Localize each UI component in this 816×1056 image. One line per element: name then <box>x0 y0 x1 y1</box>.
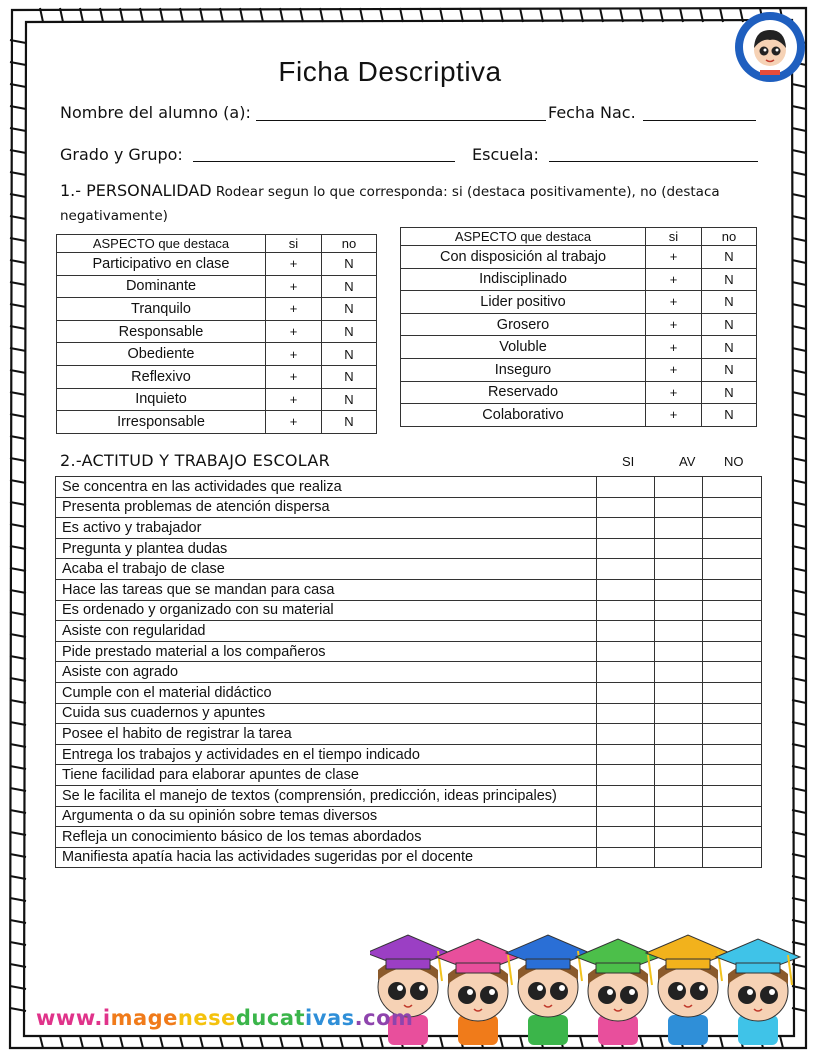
table-row <box>56 641 762 662</box>
mark-si[interactable]: + <box>646 268 702 291</box>
check-cell-no[interactable] <box>703 600 762 621</box>
graduating-kids-illustration <box>370 915 810 1045</box>
grade-group-label: Grado y Grupo: <box>60 145 183 164</box>
check-cell-no[interactable] <box>703 641 762 662</box>
attitude-item: Es activo y trabajador <box>56 518 597 539</box>
table-row <box>57 298 377 321</box>
mark-si[interactable]: + <box>266 343 322 366</box>
table-row <box>401 358 757 381</box>
check-cell-si[interactable] <box>597 600 655 621</box>
table-row <box>56 682 762 703</box>
check-cell-av[interactable] <box>655 806 703 827</box>
aspect-label: Reservado <box>401 381 646 404</box>
grade-group-line[interactable] <box>193 161 455 162</box>
mark-no[interactable]: N <box>702 268 757 291</box>
check-cell-av[interactable] <box>655 600 703 621</box>
table-row <box>56 621 762 642</box>
mark-no[interactable]: N <box>702 336 757 359</box>
aspect-label: Reflexivo <box>57 365 266 388</box>
check-cell-no[interactable] <box>703 559 762 580</box>
table-row <box>56 827 762 848</box>
column-si: SI <box>622 454 635 469</box>
attitude-item: Acaba el trabajo de clase <box>56 559 597 580</box>
table-row <box>57 253 377 276</box>
aspect-label: Inquieto <box>57 388 266 411</box>
table-row <box>56 662 762 683</box>
mark-no[interactable]: N <box>322 298 377 321</box>
mark-no[interactable]: N <box>322 388 377 411</box>
attitude-item: Se le facilita el manejo de textos (comprensión, predicción, ideas principales) <box>56 785 597 806</box>
mark-no[interactable]: N <box>322 275 377 298</box>
check-cell-si[interactable] <box>597 827 655 848</box>
mark-si[interactable]: + <box>266 411 322 434</box>
check-cell-av[interactable] <box>655 621 703 642</box>
aspect-label: Dominante <box>57 275 266 298</box>
attitude-item: Es ordenado y organizado con su material <box>56 600 597 621</box>
mark-si[interactable]: + <box>646 336 702 359</box>
mark-no[interactable]: N <box>702 313 757 336</box>
column-av: AV <box>679 454 696 469</box>
table-row <box>56 724 762 745</box>
attitude-item: Pregunta y plantea dudas <box>56 538 597 559</box>
attitude-table <box>55 476 762 868</box>
check-cell-no[interactable] <box>703 477 762 498</box>
table-row <box>56 765 762 786</box>
table-header: si <box>266 235 322 253</box>
check-cell-si[interactable] <box>597 497 655 518</box>
table-row <box>401 404 757 427</box>
table-row <box>57 411 377 434</box>
table-row <box>401 381 757 404</box>
mark-no[interactable]: N <box>702 381 757 404</box>
check-cell-av[interactable] <box>655 724 703 745</box>
check-cell-si[interactable] <box>597 579 655 600</box>
check-cell-si[interactable] <box>597 621 655 642</box>
check-cell-av[interactable] <box>655 497 703 518</box>
table-row <box>57 365 377 388</box>
check-cell-si[interactable] <box>597 538 655 559</box>
check-cell-si[interactable] <box>597 806 655 827</box>
table-row <box>56 744 762 765</box>
table-row <box>56 518 762 539</box>
table-row <box>56 703 762 724</box>
page-title: Ficha Descriptiva <box>278 56 502 87</box>
attitude-item: Tiene facilidad para elaborar apuntes de clase <box>56 765 597 786</box>
attitude-item: Se concentra en las actividades que realiza <box>56 477 597 498</box>
aspect-label: Con disposición al trabajo <box>401 246 646 269</box>
table-row <box>57 343 377 366</box>
aspect-label: Grosero <box>401 313 646 336</box>
section1-intro <box>60 179 750 228</box>
attitude-item: Manifiesta apatía hacia las actividades sugeridas por el docente <box>56 847 597 868</box>
table-row <box>401 268 757 291</box>
mark-no[interactable]: N <box>702 358 757 381</box>
check-cell-si[interactable] <box>597 744 655 765</box>
check-cell-av[interactable] <box>655 682 703 703</box>
check-cell-av[interactable] <box>655 765 703 786</box>
check-cell-av[interactable] <box>655 847 703 868</box>
aspect-label: Irresponsable <box>57 411 266 434</box>
check-cell-av[interactable] <box>655 785 703 806</box>
check-cell-no[interactable] <box>703 538 762 559</box>
student-name-label: Nombre del alumno (a): <box>60 103 251 122</box>
section2-heading: 2.-ACTITUD Y TRABAJO ESCOLAR <box>60 451 331 470</box>
table-row <box>56 847 762 868</box>
check-cell-si[interactable] <box>597 703 655 724</box>
check-cell-av[interactable] <box>655 518 703 539</box>
aspect-label: Obediente <box>57 343 266 366</box>
table-row <box>401 313 757 336</box>
check-cell-av[interactable] <box>655 559 703 580</box>
check-cell-av[interactable] <box>655 662 703 683</box>
column-no: NO <box>724 454 744 469</box>
table-row <box>56 497 762 518</box>
mark-no[interactable]: N <box>322 253 377 276</box>
aspect-label: Voluble <box>401 336 646 359</box>
mark-si[interactable]: + <box>646 404 702 427</box>
check-cell-si[interactable] <box>597 477 655 498</box>
check-cell-no[interactable] <box>703 806 762 827</box>
birth-date-label: Fecha Nac. <box>548 103 636 122</box>
mark-si[interactable]: + <box>266 298 322 321</box>
student-name-line[interactable] <box>256 120 546 121</box>
mark-si[interactable]: + <box>266 320 322 343</box>
check-cell-no[interactable] <box>703 765 762 786</box>
table-header: si <box>646 228 702 246</box>
aspect-label: Lider positivo <box>401 291 646 314</box>
table-row <box>56 538 762 559</box>
table-row <box>56 559 762 580</box>
check-cell-no[interactable] <box>703 682 762 703</box>
mark-no[interactable]: N <box>702 246 757 269</box>
aspect-label: Inseguro <box>401 358 646 381</box>
mark-si[interactable]: + <box>266 275 322 298</box>
section1-instructions: Rodear segun lo que corresponda: si (destaca positivamente), no (destaca negativamente) <box>60 184 720 224</box>
mark-no[interactable]: N <box>322 411 377 434</box>
attitude-item: Refleja un conocimiento básico de los temas abordados <box>56 827 597 848</box>
aspect-label: Colaborativo <box>401 404 646 427</box>
section1-heading: 1.- PERSONALIDAD <box>60 181 212 200</box>
check-cell-si[interactable] <box>597 785 655 806</box>
check-cell-av[interactable] <box>655 703 703 724</box>
check-cell-no[interactable] <box>703 827 762 848</box>
check-cell-si[interactable] <box>597 847 655 868</box>
table-row <box>57 320 377 343</box>
check-cell-no[interactable] <box>703 662 762 683</box>
table-header: no <box>322 235 377 253</box>
table-row <box>57 275 377 298</box>
mark-si[interactable]: + <box>646 246 702 269</box>
mark-no[interactable]: N <box>322 343 377 366</box>
mark-no[interactable]: N <box>322 320 377 343</box>
attitude-item: Hace las tareas que se mandan para casa <box>56 579 597 600</box>
check-cell-no[interactable] <box>703 703 762 724</box>
check-cell-no[interactable] <box>703 579 762 600</box>
check-cell-no[interactable] <box>703 621 762 642</box>
table-row <box>401 246 757 269</box>
logo-badge-icon <box>733 10 807 84</box>
check-cell-si[interactable] <box>597 662 655 683</box>
attitude-item: Asiste con regularidad <box>56 621 597 642</box>
attitude-item: Cumple con el material didáctico <box>56 682 597 703</box>
check-cell-av[interactable] <box>655 641 703 662</box>
attitude-item: Posee el habito de registrar la tarea <box>56 724 597 745</box>
attitude-item: Presenta problemas de atención dispersa <box>56 497 597 518</box>
attitude-item: Argumenta o da su opinión sobre temas diversos <box>56 806 597 827</box>
check-cell-si[interactable] <box>597 765 655 786</box>
check-cell-no[interactable] <box>703 497 762 518</box>
check-cell-av[interactable] <box>655 538 703 559</box>
birth-date-line[interactable] <box>643 120 756 121</box>
table-row <box>401 291 757 314</box>
check-cell-si[interactable] <box>597 724 655 745</box>
mark-si[interactable]: + <box>266 253 322 276</box>
personality-table-left <box>56 234 377 434</box>
check-cell-si[interactable] <box>597 641 655 662</box>
mark-si[interactable]: + <box>266 388 322 411</box>
aspect-label: Indisciplinado <box>401 268 646 291</box>
check-cell-av[interactable] <box>655 744 703 765</box>
table-row <box>56 806 762 827</box>
mark-no[interactable]: N <box>702 404 757 427</box>
table-header: no <box>702 228 757 246</box>
check-cell-no[interactable] <box>703 724 762 745</box>
table-row <box>56 579 762 600</box>
mark-si[interactable]: + <box>266 365 322 388</box>
school-line[interactable] <box>549 161 758 162</box>
aspect-label: Participativo en clase <box>57 253 266 276</box>
check-cell-av[interactable] <box>655 827 703 848</box>
aspect-label: Responsable <box>57 320 266 343</box>
attitude-item: Entrega los trabajos y actividades en el tiempo indicado <box>56 744 597 765</box>
check-cell-no[interactable] <box>703 847 762 868</box>
website-url: www.imageneseducativas.com <box>36 1006 414 1030</box>
school-label: Escuela: <box>472 145 539 164</box>
attitude-item: Asiste con agrado <box>56 662 597 683</box>
check-cell-no[interactable] <box>703 785 762 806</box>
mark-no[interactable]: N <box>702 291 757 314</box>
table-row <box>56 477 762 498</box>
table-row <box>56 785 762 806</box>
mark-si[interactable]: + <box>646 313 702 336</box>
mark-si[interactable]: + <box>646 291 702 314</box>
table-header: ASPECTO que destaca <box>57 235 266 253</box>
check-cell-si[interactable] <box>597 518 655 539</box>
check-cell-av[interactable] <box>655 579 703 600</box>
mark-no[interactable]: N <box>322 365 377 388</box>
mark-si[interactable]: + <box>646 358 702 381</box>
check-cell-si[interactable] <box>597 682 655 703</box>
table-row <box>56 600 762 621</box>
table-row <box>401 336 757 359</box>
attitude-item: Pide prestado material a los compañeros <box>56 641 597 662</box>
check-cell-no[interactable] <box>703 744 762 765</box>
table-row <box>57 388 377 411</box>
check-cell-no[interactable] <box>703 518 762 539</box>
check-cell-av[interactable] <box>655 477 703 498</box>
aspect-label: Tranquilo <box>57 298 266 321</box>
personality-table-right <box>400 227 757 427</box>
mark-si[interactable]: + <box>646 381 702 404</box>
check-cell-si[interactable] <box>597 559 655 580</box>
attitude-item: Cuida sus cuadernos y apuntes <box>56 703 597 724</box>
table-header: ASPECTO que destaca <box>401 228 646 246</box>
